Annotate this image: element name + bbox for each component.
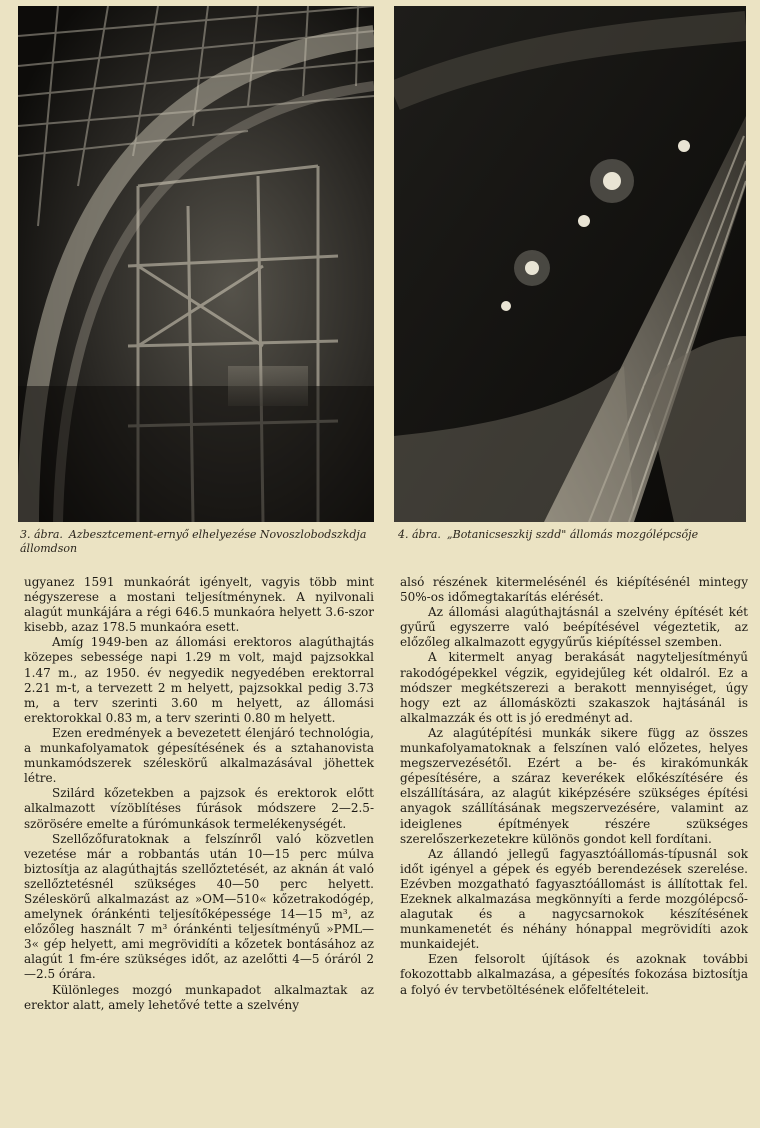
paragraph: alsó részének kitermelésénél és kiépítésénél mintegy 50%-os időmegtakarítás elérését. — [400, 575, 748, 605]
paragraph: Különleges mozgó munkapadot alkalmaztak az erektor alatt, amely lehetővé tette a szelvény — [24, 982, 374, 1012]
paragraph: Szellőzőfuratoknak a felszínről való közvetlen vezetése már a robbantás után 10—15 perc múlva biztosítja az alagúthajtás szellőztetését, az aknán át való szellőztetésnél szükséges 40—50 perc helyett. Széleskörű alkalmazást az »OM—510« kőzetrakodógép, amelynek óránkénti teljesítőképessége 14—15 m³, az előzőleg használt 7 m³ óránkénti teljesítményű »PML—3« gép helyett, ami megrövidíti a kőzetek bontásához az alagút 1 fm-ére szükséges időt, az azelőtti 4—5 óráról 2—2.5 órára. — [24, 831, 374, 982]
figure-3-photo — [18, 6, 374, 522]
figure-4-number: 4. ábra. — [398, 528, 441, 541]
text-column-right — [400, 575, 748, 998]
paragraph: Az állandó jellegű fagyasztóállomás-típusnál sok időt igényel a gépek és egyéb berendezések szerelése. Ezévben mozgatható fagyasztóállomást is állítottak fel. Ezeknek alkalmazása megkönnyíti a ferde mozgólépcső-alagutak és a nagycsarnokok készítésének munkamenetét és néhány hónappal megrövidíti azok munkaidejét. — [400, 846, 748, 952]
paragraph: ugyanez 1591 munkaórát igényelt, vagyis több mint négyszerese a mostani teljesítménynek. A nyilvonali alagút munkájára a régi 646.5 munkaóra helyett 3.6-szor kisebb, azaz 178.5 munkaóra esett. — [24, 575, 374, 635]
figure-3-caption-text: Azbesztcement-ernyő elhelyezése Novoszlobodszkdja állomdson — [20, 528, 367, 555]
paragraph: Ezen felsorolt újítások és azoknak további fokozottabb alkalmazása, a gépesítés fokozása biztosítja a folyó év tervbetöltésének előfeltételeit. — [400, 952, 748, 997]
paragraph: A kitermelt anyag berakását nagyteljesítményű rakodógépekkel végzik, egyidejűleg két oldalról. Ez a módszer megkétszerezi a berakott mennyiséget, úgy hogy ezt az állomásközti szakaszok hajtásánál is alkalmazzák és ott is jó eredményt ad. — [400, 650, 748, 725]
paragraph: Ezen eredmények a bevezetett élenjáró technológia, a munkafolyamatok gépesítésének és a sztahanovista munkamódszerek széleskörű alkalmazásával jöhettek létre. — [24, 725, 374, 786]
paragraph: Az alagútépítési munkák sikere függ az összes munkafolyamatoknak a felszínen való előzetes, helyes megszervezésétől. Ezért a be- és kirakómunkák gépesítésére, a száraz keverékek előkészítésére és elszállítására, az alagút kiképzésére szükséges építési anyagok szállításának megszervezésére, valamint az ideiglenes építmények részére szükséges szerelőszerkezetekre különös gondot kell fordítani. — [400, 725, 748, 846]
figure-4-caption — [398, 528, 746, 542]
figure-3-number: 3. ábra. — [20, 528, 63, 541]
paragraph: Szilárd kőzetekben a pajzsok és erektorok előtt alkalmazott vízöblítéses fúrások módszere 2—2.5-szörösére emelte a fúrómunkások termelékenységét. — [24, 786, 374, 831]
escalator-photo-image — [394, 6, 746, 522]
text-column-left — [24, 575, 374, 1013]
figure-4-caption-text: „Botanicseszkij szdd" állomás mozgólépcsője — [446, 528, 699, 541]
tunnel-shield-photo-image — [18, 6, 374, 522]
paragraph: Amíg 1949-ben az állomási erektoros alagúthajtás közepes sebessége napi 1.29 m volt, majd pajzsokkal 1.47 m., az 1950. év negyedik negyedében erektorral 2.21 m-t, a tervezett 2 m helyett, pajzsokkal pedig 3.73 m, a terv szerinti 3.60 m helyett, az állomási erektorokkal 0.83 m, a terv szerinti 0.80 m helyett. — [24, 635, 374, 725]
paragraph: Az állomási alagúthajtásnál a szelvény építését két gyűrű egyszerre való beépítésével végeztetik, az előzőleg alkalmazott egygyűrűs kiépítéssel szemben. — [400, 605, 748, 650]
figure-4-photo — [394, 6, 746, 522]
figure-3-caption — [20, 528, 374, 556]
